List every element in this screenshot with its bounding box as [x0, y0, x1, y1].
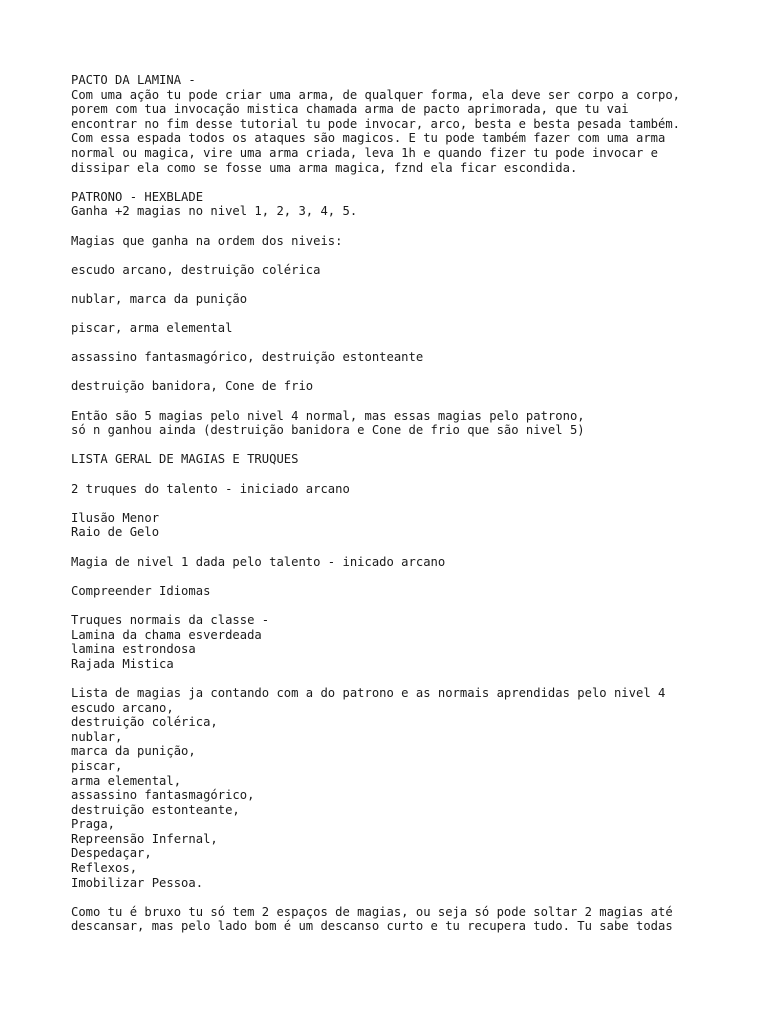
paragraph: [71, 584, 761, 599]
text-line: porem com tua invocação mistica chamada arma de pacto aprimorada, que tu vai: [71, 102, 629, 117]
text-line: Lamina da chama esverdeada: [71, 627, 262, 642]
text-line: escudo arcano, destruição colérica: [71, 262, 321, 277]
text-line: Ilusão Menor: [71, 510, 160, 525]
text-line: arma elemental,: [71, 773, 182, 788]
text-line: PATRONO - HEXBLADE: [71, 189, 204, 204]
paragraph: [71, 905, 761, 934]
paragraph: [71, 321, 761, 336]
text-line: encontrar no fim desse tutorial tu pode invocar, arco, besta e besta pesada também.: [71, 116, 681, 131]
paragraph: [71, 686, 761, 890]
text-line: assassino fantasmagórico,: [71, 788, 255, 803]
text-line: Raio de Gelo: [71, 525, 160, 540]
text-line: Lista de magias ja contando com a do patrono e as normais aprendidas pelo nivel 4: [71, 685, 666, 700]
text-line: Rajada Mistica: [71, 656, 174, 671]
text-line: destruição banidora, Cone de frio: [71, 379, 314, 394]
text-line: Ganha +2 magias no nivel 1, 2, 3, 4, 5.: [71, 204, 358, 219]
paragraph: [71, 613, 761, 671]
text-line: Reflexos,: [71, 861, 138, 876]
text-line: LISTA GERAL DE MAGIAS E TRUQUES: [71, 452, 299, 467]
text-line: piscar, arma elemental: [71, 321, 233, 336]
paragraph: [71, 292, 761, 307]
text-line: Magias que ganha na ordem dos niveis:: [71, 233, 343, 248]
text-line: escudo arcano,: [71, 700, 174, 715]
paragraph: [71, 234, 761, 249]
text-line: nublar,: [71, 729, 123, 744]
text-line: nublar, marca da punição: [71, 291, 248, 306]
text-line: só n ganhou ainda (destruição banidora e Cone de frio que são nivel 5): [71, 423, 585, 438]
text-line: destruição colérica,: [71, 715, 218, 730]
paragraph: [71, 190, 761, 219]
text-line: normal ou magica, vire uma arma criada, leva 1h e quando fizer tu pode invocar e: [71, 145, 658, 160]
text-line: destruição estonteante,: [71, 802, 240, 817]
paragraph: [71, 482, 761, 497]
text-line: Praga,: [71, 817, 116, 832]
text-line: PACTO DA LAMINA -: [71, 73, 196, 87]
text-line: Então são 5 magias pelo nivel 4 normal, mas essas magias pelo patrono,: [71, 408, 585, 423]
text-line: descansar, mas pelo lado bom é um descanso curto e tu recupera tudo. Tu sabe todas: [71, 919, 673, 934]
text-line: Como tu é bruxo tu só tem 2 espaços de magias, ou seja só pode soltar 2 magias até: [71, 904, 673, 919]
paragraph: [71, 263, 761, 278]
text-line: marca da punição,: [71, 744, 196, 759]
text-line: Truques normais da classe -: [71, 612, 270, 627]
text-line: lamina estrondosa: [71, 642, 196, 657]
paragraph: [71, 511, 761, 540]
paragraph: [71, 379, 761, 394]
paragraph: [71, 555, 761, 570]
paragraph: [71, 452, 761, 467]
text-line: Repreensão Infernal,: [71, 831, 218, 846]
text-line: Despedaçar,: [71, 846, 152, 861]
text-line: assassino fantasmagórico, destruição estonteante: [71, 350, 424, 365]
paragraph: [71, 73, 761, 175]
text-line: Com essa espada todos os ataques são magicos. E tu pode também fazer com uma arma: [71, 131, 666, 146]
paragraph: [71, 350, 761, 365]
text-line: Com uma ação tu pode criar uma arma, de qualquer forma, ela deve ser corpo a corpo,: [71, 87, 681, 102]
document-body: [71, 73, 761, 949]
text-line: piscar,: [71, 758, 123, 773]
text-line: dissipar ela como se fosse uma arma magica, fznd ela ficar escondida.: [71, 160, 578, 175]
paragraph: [71, 409, 761, 438]
text-line: Imobilizar Pessoa.: [71, 875, 204, 890]
text-line: Magia de nivel 1 dada pelo talento - inicado arcano: [71, 554, 446, 569]
text-line: Compreender Idiomas: [71, 583, 211, 598]
text-line: 2 truques do talento - iniciado arcano: [71, 481, 350, 496]
